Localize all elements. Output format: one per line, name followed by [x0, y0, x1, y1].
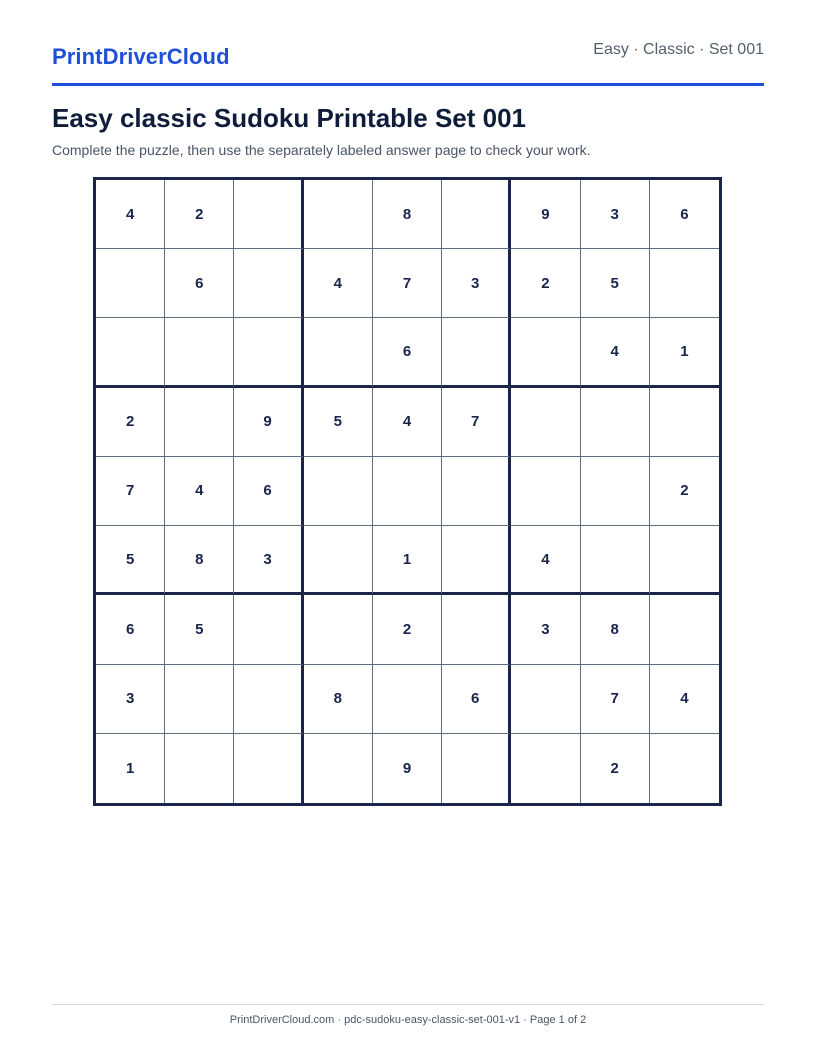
page-subtitle: Complete the puzzle, then use the separately labeled answer page to check your work.	[52, 142, 591, 158]
sudoku-cell-r6c6	[442, 526, 511, 595]
sudoku-cell-r6c9	[650, 526, 719, 595]
sudoku-cell-r7c8: 8	[581, 595, 650, 664]
sudoku-cell-r4c8	[581, 388, 650, 457]
sudoku-cell-r8c1: 3	[96, 665, 165, 734]
sudoku-cell-r4c3: 9	[234, 388, 303, 457]
sudoku-cell-r1c8: 3	[581, 180, 650, 249]
sudoku-cell-r3c3	[234, 318, 303, 387]
sudoku-cell-r7c6	[442, 595, 511, 664]
sudoku-cell-r9c1: 1	[96, 734, 165, 803]
sudoku-cell-r1c7: 9	[511, 180, 580, 249]
sudoku-cell-r7c2: 5	[165, 595, 234, 664]
sudoku-cell-r6c3: 3	[234, 526, 303, 595]
sudoku-cell-r7c1: 6	[96, 595, 165, 664]
sudoku-cell-r3c7	[511, 318, 580, 387]
brand-logo[interactable]: PrintDriverCloud	[52, 44, 230, 69]
page-footer: PrintDriverCloud.com · pdc-sudoku-easy-classic-set-001-v1 · Page 1 of 2	[229, 1014, 587, 1026]
sudoku-cell-r9c5: 9	[373, 734, 442, 803]
sudoku-cell-r2c9	[650, 249, 719, 318]
sudoku-cell-r1c3	[234, 180, 303, 249]
sudoku-cell-r3c9: 1	[650, 318, 719, 387]
page-header	[52, 0, 764, 86]
sudoku-cell-r3c2	[165, 318, 234, 387]
sudoku-cell-r4c2	[165, 388, 234, 457]
sudoku-cell-r5c1: 7	[96, 457, 165, 526]
sudoku-cell-r1c9: 6	[650, 180, 719, 249]
sudoku-cell-r8c3	[234, 665, 303, 734]
sudoku-cell-r7c7: 3	[511, 595, 580, 664]
sudoku-cell-r8c6: 6	[442, 665, 511, 734]
sudoku-cell-r3c5: 6	[373, 318, 442, 387]
sudoku-cell-r4c4: 5	[304, 388, 373, 457]
sudoku-cell-r4c7	[511, 388, 580, 457]
sudoku-cell-r5c4	[304, 457, 373, 526]
sudoku-cell-r1c2: 2	[165, 180, 234, 249]
sudoku-cell-r4c1: 2	[96, 388, 165, 457]
sudoku-cell-r9c9	[650, 734, 719, 803]
sudoku-cell-r9c4	[304, 734, 373, 803]
sudoku-cell-r4c6: 7	[442, 388, 511, 457]
sudoku-cell-r1c6	[442, 180, 511, 249]
sudoku-cell-r5c9: 2	[650, 457, 719, 526]
sudoku-cell-r7c4	[304, 595, 373, 664]
sudoku-cell-r5c2: 4	[165, 457, 234, 526]
sudoku-cell-r8c4: 8	[304, 665, 373, 734]
sudoku-cell-r3c8: 4	[581, 318, 650, 387]
sudoku-cell-r1c4	[304, 180, 373, 249]
sudoku-cell-r3c6	[442, 318, 511, 387]
sudoku-cell-r3c4	[304, 318, 373, 387]
sudoku-cell-r4c5: 4	[373, 388, 442, 457]
page-title: Easy classic Sudoku Printable Set 001	[52, 103, 527, 133]
sudoku-cell-r3c1	[96, 318, 165, 387]
sudoku-cell-r8c9: 4	[650, 665, 719, 734]
sudoku-cell-r1c1: 4	[96, 180, 165, 249]
sudoku-cell-r1c5: 8	[373, 180, 442, 249]
sudoku-cell-r6c8	[581, 526, 650, 595]
sudoku-cell-r7c9	[650, 595, 719, 664]
sudoku-cell-r2c8: 5	[581, 249, 650, 318]
sudoku-cell-r2c5: 7	[373, 249, 442, 318]
sudoku-cell-r7c5: 2	[373, 595, 442, 664]
sudoku-cell-r6c1: 5	[96, 526, 165, 595]
sudoku-cell-r2c2: 6	[165, 249, 234, 318]
sudoku-cell-r9c2	[165, 734, 234, 803]
sudoku-cell-r9c8: 2	[581, 734, 650, 803]
sudoku-cell-r9c6	[442, 734, 511, 803]
sudoku-cell-r2c1	[96, 249, 165, 318]
sudoku-cell-r6c7: 4	[511, 526, 580, 595]
sudoku-cell-r8c5	[373, 665, 442, 734]
sudoku-cell-r2c3	[234, 249, 303, 318]
footer-divider	[52, 1004, 764, 1005]
sudoku-cell-r6c5: 1	[373, 526, 442, 595]
sudoku-cell-r2c6: 3	[442, 249, 511, 318]
sudoku-cell-r5c8	[581, 457, 650, 526]
sudoku-cell-r8c2	[165, 665, 234, 734]
sudoku-cell-r6c4	[304, 526, 373, 595]
sudoku-cell-r8c7	[511, 665, 580, 734]
sudoku-cell-r2c7: 2	[511, 249, 580, 318]
sudoku-cell-r8c8: 7	[581, 665, 650, 734]
sudoku-cell-r7c3	[234, 595, 303, 664]
sudoku-grid	[93, 177, 722, 806]
puzzle-meta: Easy · Classic · Set 001	[593, 41, 764, 58]
sudoku-cell-r2c4: 4	[304, 249, 373, 318]
sudoku-cell-r9c3	[234, 734, 303, 803]
sudoku-cell-r5c6	[442, 457, 511, 526]
sudoku-cell-r5c3: 6	[234, 457, 303, 526]
sudoku-cell-r5c5	[373, 457, 442, 526]
sudoku-cell-r6c2: 8	[165, 526, 234, 595]
sudoku-cell-r4c9	[650, 388, 719, 457]
sudoku-cell-r5c7	[511, 457, 580, 526]
sudoku-cell-r9c7	[511, 734, 580, 803]
